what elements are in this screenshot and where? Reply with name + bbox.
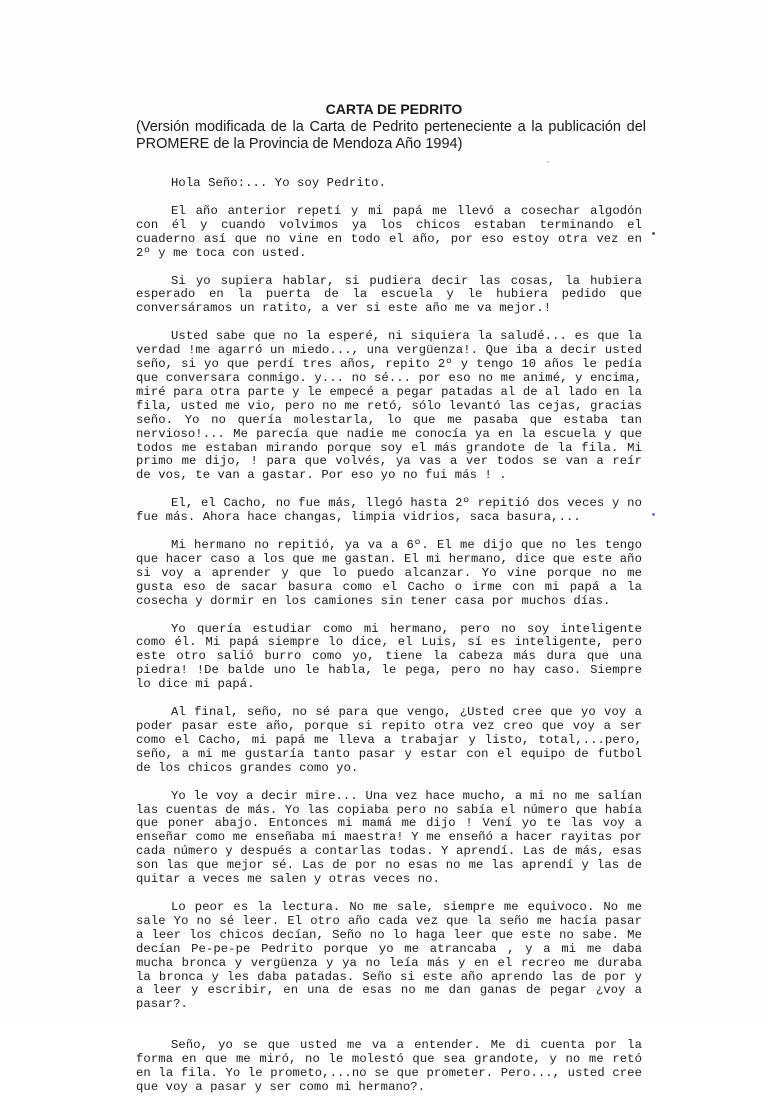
scan-speck: [652, 513, 655, 516]
letter-greeting: Hola Seño:... Yo soy Pedrito.: [171, 176, 386, 190]
letter-paragraph: Usted sabe que no la esperé, ni siquiera la saludé... es que la verdad !me agarró un miedo..., una vergüenza!. Que iba a decir usted seño, si yo que perdí tres años, repito 2º y tengo 10 años le pedía que conversara conmigo. y... no sé... por eso no me animé, y encima, miré para otra parte y le empecé a pegar patadas al de al lado en la fila, usted me vio, pero no me retó, sólo levantó las cejas, gracias seño. Yo no quería molestarla, lo que me pasaba que estaba tan nervioso!... Me parecía que nadie me conocía ya en la escuela y que todos me estaban mirando porque soy el más grandote de la fila. Mi primo me dijo, ! para que volvés, ya vas a ver todos se van a reír de vos, te van a gastar. Por eso yo no fui más ! .: [136, 329, 642, 483]
letter-paragraph: El año anterior repetí y mi papá me llevó a cosechar algodón con él y cuando volvimos ya los chicos estaban terminando el cuaderno así que no vine en todo el año, por eso estoy otra vez en 2º y me toca con usted.: [136, 203, 642, 260]
document-subtitle: (Versión modificada de la Carta de Pedrito perteneciente a la publicación del PROMERE de la Provincia de Mendoza Año 1994): [136, 119, 646, 152]
letter-paragraph: Mi hermano no repitió, ya va a 6º. El me dijo que no les tengo que hacer caso a los que me gastan. El mi hermano, dice que este año si voy a aprender y que lo puedo alcanzar. Yo vine porque no me gusta eso de sacar basura como el Cacho o irme con mi papá a la cosecha y dormir en los camiones sin tener casa por muchos días.: [136, 538, 642, 608]
letter-paragraph: Al final, seño, no sé para que vengo, ¿Usted cree que yo voy a poder pasar este año, porque si repito otra vez creo que voy a ser como el Cacho, mi papá me lleva a trabajar y listo, total,...pero, seño, a mi me gustaría tanto pasar y estar con el equipo de futbol de los chicos grandes como yo.: [136, 705, 642, 775]
document-header: [136, 101, 646, 153]
letter-paragraph: Si yo supiera hablar, si pudiera decir las cosas, la hubiera esperado en la puerta de la escuela y le hubiera pedido que conversáramos un ratito, a ver si este año me va mejor.!: [136, 273, 642, 316]
letter-closing: Seño, yo se que usted me va a entender. Me di cuenta por la forma en que me miró, no le molestó que sea grandote, y no me retó en la fila. Yo le prometo,...no se que prometer. Pero..., usted cree que voy a pasar y ser como mi hermano?.: [136, 1038, 642, 1094]
scan-speck: [652, 232, 655, 235]
letter-paragraph: Yo quería estudiar como mi hermano, pero no soy inteligente como él. Mi papá siempre lo dice, el Luis, sí es inteligente, pero este otro salió burro como yo, tiene la cabeza más dura que una piedra! !De balde uno le habla, le pega, pero no hay caso. Siempre lo dice mi papá.: [136, 621, 642, 692]
letter-paragraph: Yo le voy a decir mire... Una vez hace mucho, a mi no me salían las cuentas de más. Yo las copiaba pero no sabía el número que había que poner abajo. Entonces mi mamá me dijo ! Vení yo te las voy a enseñar como me enseñaba mi maestra! Y me enseñó a hacer rayitas por cada número y después a contarlas todas. Y aprendí. Las de más, esas son las que mejor sé. Las de por no esas no me las aprendí y las de quitar a veces me salen y otras veces no.: [136, 788, 642, 887]
letter-body: [136, 177, 642, 1109]
letter-paragraph: El, el Cacho, no fue más, llegó hasta 2º repitió dos veces y no fue más. Ahora hace changas, limpia vidrios, saca basura,...: [136, 496, 642, 525]
scan-speck: [547, 161, 549, 163]
letter-paragraph: Lo peor es la lectura. No me sale, siempre me equivoco. No me sale Yo no sé leer. El otro año cada vez que la seño me hacía pasar a leer los chicos decían, Seño no lo haga leer que este no sabe. Me decían Pe-pe-pe Pedrito porque yo me atrancaba , y a mi me daba mucha bronca y vergüenza y ya no leía más y en el recreo me duraba la bronca y les daba patadas. Seño si este año aprendo las de por y a leer y escribir, en una de esas no me dan ganas de pegar ¿voy a pasar?.: [136, 899, 642, 1012]
document-title: CARTA DE PEDRITO: [325, 101, 463, 117]
